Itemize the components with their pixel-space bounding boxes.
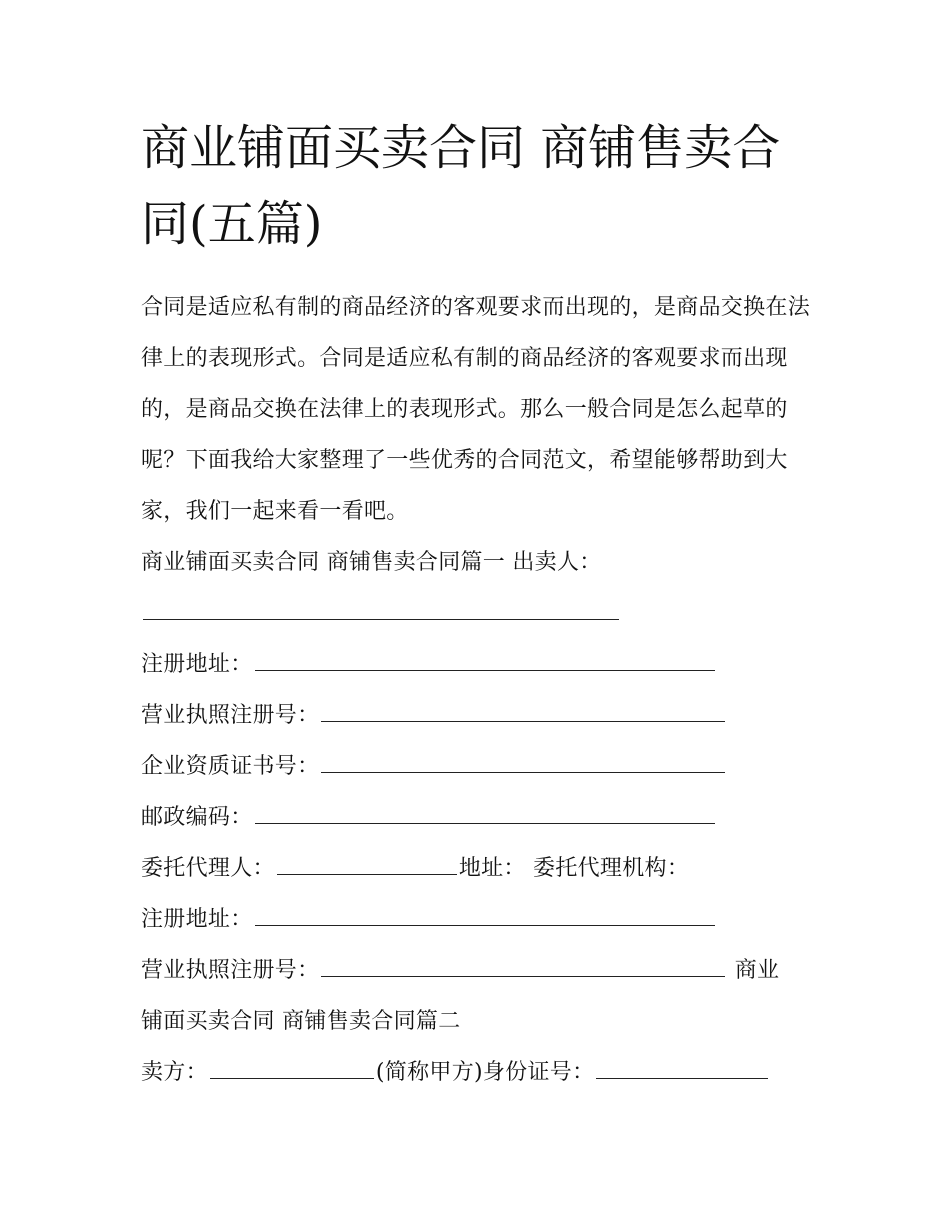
- reg-address-label: 注册地址：: [141, 652, 253, 677]
- contract-fields: [141, 537, 821, 1098]
- qualification-line: [141, 741, 821, 792]
- abbr-label: (简称甲方)身份证号：: [375, 1060, 595, 1085]
- seller-blank: [210, 1056, 374, 1079]
- reg-address-label-2: 注册地址：: [141, 907, 253, 932]
- reg-address-line: [141, 639, 821, 690]
- qualification-label: 企业资质证书号：: [141, 754, 320, 779]
- postal-label: 邮政编码：: [141, 805, 253, 830]
- postal-line: [141, 792, 821, 843]
- intro-paragraph: 合同是适应私有制的商品经济的客观要求而出现的，是商品交换在法律上的表现形式。合同是适应私有制的商品经济的客观要求而出现的，是商品交换在法律上的表现形式。那么一般合同是怎么起草的呢？下面我给大家整理了一些优秀的合同范文，希望能够帮助到大家，我们一起来看一看吧。: [141, 295, 811, 524]
- agent-line: [141, 843, 821, 894]
- agent-label: 委托代理人：: [141, 856, 275, 881]
- qualification-blank: [321, 750, 725, 773]
- license-blank: [321, 699, 725, 722]
- license-label-2: 营业执照注册号：: [141, 958, 320, 983]
- seller-name-blank: [143, 597, 619, 620]
- address-label: 地址：: [458, 856, 526, 881]
- trailing-text: 商业: [727, 958, 780, 983]
- license-blank-2: [321, 954, 725, 977]
- document-content: [141, 110, 821, 1098]
- seller-label: 卖方：: [141, 1060, 208, 1085]
- seller-line: [141, 1047, 821, 1098]
- id-number-blank: [596, 1056, 768, 1079]
- reg-address-line-2: [141, 894, 821, 945]
- seller-blank-line: [141, 588, 821, 639]
- section1-heading: 商业铺面买卖合同 商铺售卖合同篇一 出卖人：: [141, 550, 602, 575]
- reg-address-blank-2: [255, 903, 715, 926]
- postal-blank: [255, 801, 715, 824]
- agent-blank: [277, 852, 457, 875]
- section2-heading: 铺面买卖合同 商铺售卖合同篇二: [141, 1009, 461, 1034]
- reg-address-blank: [255, 648, 715, 671]
- license-label: 营业执照注册号：: [141, 703, 320, 728]
- document-title: 商业铺面买卖合同 商铺售卖合同(五篇): [141, 120, 781, 252]
- license-line-2: [141, 945, 821, 996]
- license-line: [141, 690, 821, 741]
- agency-label: 委托代理机构：: [533, 856, 690, 881]
